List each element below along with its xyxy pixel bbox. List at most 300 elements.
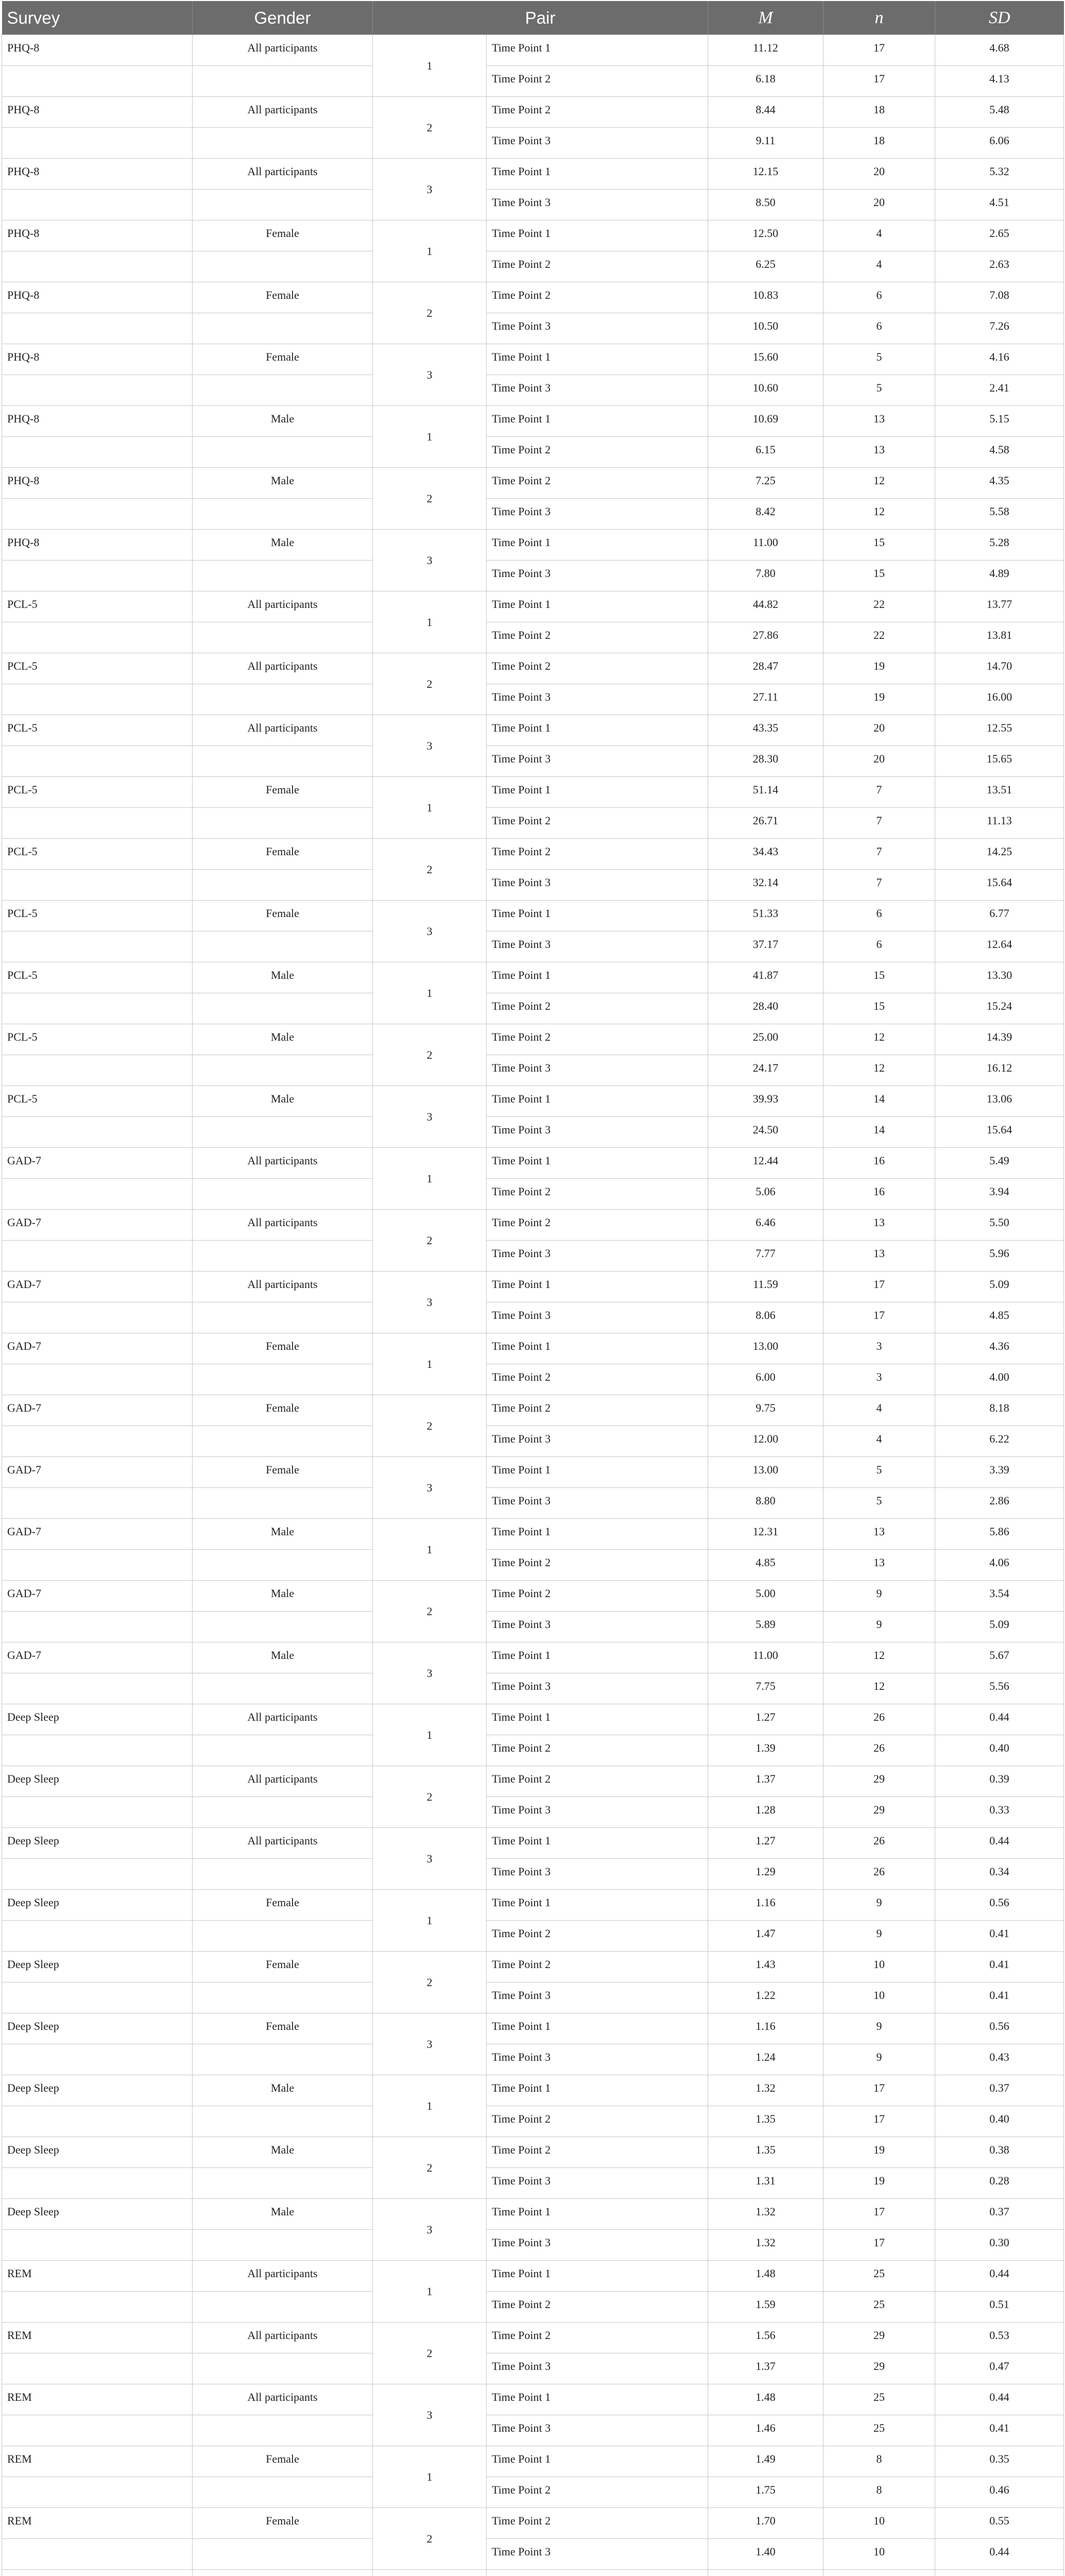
time-point-cell: Time Point 3 <box>487 128 708 159</box>
n-cell: 17 <box>823 66 935 97</box>
gender-cell: All participants <box>193 2384 373 2415</box>
time-point-cell: Time Point 1 <box>487 901 708 931</box>
survey-cell-empty <box>2 1859 193 1890</box>
header-row <box>2 1 1064 35</box>
survey-cell-empty <box>2 1673 193 1704</box>
survey-cell: GAD-7 <box>2 1272 193 1302</box>
n-cell: 3 <box>823 1364 935 1395</box>
sd-cell: 13.51 <box>935 777 1064 808</box>
time-point-cell: Time Point 3 <box>487 190 708 221</box>
mean-cell: 1.32 <box>708 2199 823 2230</box>
gender-cell: Male <box>193 1024 373 1055</box>
header-survey: Survey <box>2 1 193 35</box>
time-point-cell: Time Point 1 <box>487 344 708 375</box>
n-cell: 17 <box>823 2230 935 2261</box>
gender-cell-empty <box>193 1488 373 1519</box>
sd-cell: 0.53 <box>935 2323 1064 2353</box>
sd-cell: 0.44 <box>935 2261 1064 2292</box>
survey-cell-empty <box>2 1426 193 1457</box>
survey-cell-empty <box>2 931 193 962</box>
sd-cell: 7.08 <box>935 282 1064 313</box>
gender-cell-empty <box>193 684 373 715</box>
gender-cell: Female <box>193 1457 373 1488</box>
survey-cell-empty <box>2 993 193 1024</box>
time-point-cell: Time Point 3 <box>487 1055 708 1086</box>
pair-cell: 1 <box>373 35 487 97</box>
n-cell: 17 <box>823 2199 935 2230</box>
time-point-cell: Time Point 1 <box>487 1086 708 1117</box>
sd-cell: 4.16 <box>935 344 1064 375</box>
gender-cell-empty <box>193 2230 373 2261</box>
mean-cell: 28.30 <box>708 746 823 777</box>
mean-cell: 1.35 <box>708 2106 823 2137</box>
gender-cell: All participants <box>193 1828 373 1859</box>
sd-cell: 0.47 <box>935 2353 1064 2384</box>
table-row <box>2 1859 1064 1890</box>
time-point-cell: Time Point 2 <box>487 2137 708 2168</box>
sd-cell: 4.13 <box>935 66 1064 97</box>
survey-cell: PHQ-8 <box>2 530 193 561</box>
survey-cell-empty <box>2 1488 193 1519</box>
survey-cell: Deep Sleep <box>2 1766 193 1797</box>
time-point-cell: Time Point 1 <box>487 1642 708 1673</box>
time-point-cell: Time Point 2 <box>487 1550 708 1581</box>
mean-cell: 37.17 <box>708 931 823 962</box>
gender-cell-empty <box>193 2539 373 2570</box>
mean-cell: 5.06 <box>708 1179 823 1210</box>
header-sd: SD <box>935 1 1064 35</box>
time-point-cell: Time Point 3 <box>487 313 708 344</box>
mean-cell: 1.16 <box>708 1890 823 1921</box>
n-cell: 12 <box>823 1673 935 1704</box>
time-point-cell: Time Point 3 <box>487 2044 708 2075</box>
gender-cell-empty <box>193 1982 373 2013</box>
sd-cell: 0.41 <box>935 1982 1064 2013</box>
mean-cell: 12.44 <box>708 1148 823 1179</box>
gender-cell: All participants <box>193 35 373 66</box>
gender-cell-empty <box>193 2353 373 2384</box>
n-cell: 25 <box>823 2292 935 2323</box>
table-row <box>2 715 1064 746</box>
sd-cell: 5.96 <box>935 1241 1064 1272</box>
pair-cell: 2 <box>373 1395 487 1457</box>
mean-cell: 6.18 <box>708 66 823 97</box>
time-point-cell: Time Point 3 <box>487 1426 708 1457</box>
mean-cell: 1.56 <box>708 2323 823 2353</box>
table-row <box>2 437 1064 468</box>
pair-cell: 2 <box>373 97 487 159</box>
pair-cell: 1 <box>373 2446 487 2508</box>
survey-cell-empty <box>2 1241 193 1272</box>
pair-cell: 3 <box>373 2199 487 2261</box>
time-point-cell: Time Point 1 <box>487 221 708 251</box>
sd-cell: 3.39 <box>935 1457 1064 1488</box>
pair-cell: 1 <box>373 591 487 653</box>
time-point-cell: Time Point 2 <box>487 468 708 499</box>
table-row <box>2 1612 1064 1642</box>
survey-cell: REM <box>2 2446 193 2477</box>
table-row <box>2 375 1064 406</box>
time-point-cell: Time Point 1 <box>487 715 708 746</box>
table-row <box>2 1179 1064 1210</box>
survey-cell-empty <box>2 622 193 653</box>
time-point-cell: Time Point 2 <box>487 2292 708 2323</box>
mean-cell: 44.82 <box>708 591 823 622</box>
sd-cell: 2.86 <box>935 1488 1064 1519</box>
survey-cell-empty <box>2 2353 193 2384</box>
pair-cell: 2 <box>373 1766 487 1828</box>
mean-cell: 1.59 <box>708 2292 823 2323</box>
pair-cell: 1 <box>373 2075 487 2137</box>
table-row <box>2 1055 1064 1086</box>
time-point-cell: Time Point 1 <box>487 2199 708 2230</box>
time-point-cell: Time Point 1 <box>487 35 708 66</box>
mean-cell: 1.39 <box>708 1735 823 1766</box>
pair-cell: 2 <box>373 1581 487 1642</box>
table-row <box>2 1921 1064 1952</box>
mean-cell: 10.60 <box>708 375 823 406</box>
mean-cell: 8.50 <box>708 190 823 221</box>
sd-cell: 0.41 <box>935 1921 1064 1952</box>
n-cell: 17 <box>823 35 935 66</box>
table-row <box>2 97 1064 128</box>
gender-cell: Male <box>193 406 373 437</box>
table-row <box>2 901 1064 931</box>
table-row <box>2 344 1064 375</box>
n-cell: 9 <box>823 2044 935 2075</box>
survey-cell: PHQ-8 <box>2 221 193 251</box>
mean-cell: 13.00 <box>708 1333 823 1364</box>
n-cell: 15 <box>823 993 935 1024</box>
time-point-cell: Time Point 2 <box>487 1921 708 1952</box>
mean-cell: 26.71 <box>708 808 823 839</box>
table-row <box>2 1982 1064 2013</box>
n-cell: 29 <box>823 2323 935 2353</box>
survey-cell <box>2 2570 193 2576</box>
table-row <box>2 1333 1064 1364</box>
table-row <box>2 1550 1064 1581</box>
sd-cell: 0.30 <box>935 2230 1064 2261</box>
n-cell: 12 <box>823 499 935 530</box>
gender-cell-empty <box>193 1179 373 1210</box>
time-point-cell: Time Point 1 <box>487 1333 708 1364</box>
time-point-cell: Time Point 1 <box>487 2013 708 2044</box>
survey-cell-empty <box>2 2477 193 2508</box>
pair-cell: 1 <box>373 1333 487 1395</box>
sd-cell: 5.86 <box>935 1519 1064 1550</box>
n-cell: 18 <box>823 128 935 159</box>
n-cell: 4 <box>823 1426 935 1457</box>
pair-cell: 2 <box>373 839 487 901</box>
n-cell: 18 <box>823 97 935 128</box>
survey-cell-empty <box>2 1612 193 1642</box>
table-row <box>2 1241 1064 1272</box>
mean-cell: 28.40 <box>708 993 823 1024</box>
table-row <box>2 653 1064 684</box>
survey-cell: Deep Sleep <box>2 1704 193 1735</box>
mean-cell: 11.00 <box>708 530 823 561</box>
table-row <box>2 499 1064 530</box>
header-pair: Pair <box>373 1 708 35</box>
survey-cell: GAD-7 <box>2 1642 193 1673</box>
mean-cell: 1.31 <box>708 2168 823 2199</box>
time-point-cell: Time Point 1 <box>487 1890 708 1921</box>
time-point-cell: Time Point 2 <box>487 653 708 684</box>
table-row <box>2 2539 1064 2570</box>
sd-cell: 0.43 <box>935 2044 1064 2075</box>
pair-cell: 3 <box>373 1828 487 1890</box>
gender-cell-empty <box>193 1302 373 1333</box>
sd-cell: 0.33 <box>935 1797 1064 1828</box>
table-row <box>2 1952 1064 1982</box>
gender-cell <box>193 2570 373 2576</box>
table-row <box>2 1024 1064 1055</box>
time-point-cell: Time Point 1 <box>487 1272 708 1302</box>
mean-cell: 1.35 <box>708 2137 823 2168</box>
n-cell: 10 <box>823 2508 935 2539</box>
mean-cell: 5.89 <box>708 1612 823 1642</box>
gender-cell: All participants <box>193 1210 373 1241</box>
n-cell: 8 <box>823 2477 935 2508</box>
gender-cell-empty <box>193 1673 373 1704</box>
sd-cell: 11.13 <box>935 808 1064 839</box>
mean-cell: 1.48 <box>708 2261 823 2292</box>
n-cell: 17 <box>823 1302 935 1333</box>
survey-cell-empty <box>2 1797 193 1828</box>
survey-cell-empty <box>2 251 193 282</box>
table-row <box>2 1797 1064 1828</box>
table-row <box>2 1302 1064 1333</box>
survey-cell-empty <box>2 2168 193 2199</box>
survey-cell: PCL-5 <box>2 1024 193 1055</box>
n-cell: 14 <box>823 1117 935 1148</box>
sd-cell: 0.37 <box>935 2075 1064 2106</box>
survey-cell: PHQ-8 <box>2 406 193 437</box>
n-cell: 12 <box>823 1055 935 1086</box>
table-row <box>2 406 1064 437</box>
sd-cell: 5.58 <box>935 499 1064 530</box>
sd-cell: 0.35 <box>935 2446 1064 2477</box>
survey-cell-empty <box>2 1921 193 1952</box>
table-row <box>2 221 1064 251</box>
sd-cell: 0.38 <box>935 2137 1064 2168</box>
mean-cell: 6.25 <box>708 251 823 282</box>
sd-cell: 0.46 <box>935 2477 1064 2508</box>
survey-cell-empty <box>2 1179 193 1210</box>
gender-cell-empty <box>193 2044 373 2075</box>
n-cell: 9 <box>823 1921 935 1952</box>
pair-cell: 1 <box>373 1704 487 1766</box>
sd-cell: 16.12 <box>935 1055 1064 1086</box>
gender-cell: All participants <box>193 1272 373 1302</box>
gender-cell: Male <box>193 2137 373 2168</box>
time-point-cell: Time Point 3 <box>487 1117 708 1148</box>
table-row <box>2 1272 1064 1302</box>
mean-cell: 8.80 <box>708 1488 823 1519</box>
sd-cell: 3.54 <box>935 1581 1064 1612</box>
gender-cell: Female <box>193 2446 373 2477</box>
survey-cell: PCL-5 <box>2 839 193 870</box>
table-row <box>2 1395 1064 1426</box>
n-cell: 17 <box>823 2075 935 2106</box>
sd-cell: 0.44 <box>935 1704 1064 1735</box>
time-point-cell: Time Point 2 <box>487 1766 708 1797</box>
time-point-cell: Time Point 3 <box>487 1797 708 1828</box>
gender-cell: Male <box>193 1519 373 1550</box>
sd-cell: 4.51 <box>935 190 1064 221</box>
survey-cell: Deep Sleep <box>2 1952 193 1982</box>
table-row <box>2 2137 1064 2168</box>
pair-cell <box>373 2570 487 2576</box>
pair-cell: 3 <box>373 901 487 962</box>
survey-cell: Deep Sleep <box>2 1890 193 1921</box>
pair-cell: 2 <box>373 1952 487 2013</box>
table-row <box>2 1673 1064 1704</box>
survey-cell: Deep Sleep <box>2 2075 193 2106</box>
n-cell: 6 <box>823 931 935 962</box>
survey-cell-empty <box>2 128 193 159</box>
gender-cell-empty <box>193 375 373 406</box>
time-point-cell: Time Point 3 <box>487 561 708 591</box>
gender-cell: Female <box>193 344 373 375</box>
mean-cell: 13.00 <box>708 1457 823 1488</box>
n-cell: 15 <box>823 962 935 993</box>
mean-cell: 7.77 <box>708 1241 823 1272</box>
n-cell: 12 <box>823 468 935 499</box>
time-point-cell: Time Point 1 <box>487 1457 708 1488</box>
gender-cell: Female <box>193 2508 373 2539</box>
survey-cell-empty <box>2 1055 193 1086</box>
time-point-cell: Time Point 2 <box>487 2508 708 2539</box>
mean-cell: 1.40 <box>708 2539 823 2570</box>
mean-cell: 8.44 <box>708 97 823 128</box>
gender-cell-empty <box>193 1117 373 1148</box>
sd-cell: 6.22 <box>935 1426 1064 1457</box>
n-cell: 12 <box>823 1642 935 1673</box>
survey-cell-empty <box>2 1364 193 1395</box>
table-row <box>2 1426 1064 1457</box>
table-row <box>2 2044 1064 2075</box>
sd-cell: 6.06 <box>935 128 1064 159</box>
sd-cell: 2.65 <box>935 221 1064 251</box>
survey-cell: Deep Sleep <box>2 2199 193 2230</box>
table-row <box>2 2384 1064 2415</box>
pair-cell: 3 <box>373 1642 487 1704</box>
sd-cell: 0.41 <box>935 2415 1064 2446</box>
time-point-cell: Time Point 2 <box>487 1735 708 1766</box>
gender-cell-empty <box>193 1241 373 1272</box>
mean-cell: 12.15 <box>708 159 823 190</box>
n-cell: 22 <box>823 622 935 653</box>
mean-cell: 12.00 <box>708 1426 823 1457</box>
time-point-cell: Time Point 1 <box>487 1519 708 1550</box>
time-point-cell: Time Point 3 <box>487 375 708 406</box>
pair-cell: 1 <box>373 962 487 1024</box>
survey-cell: PCL-5 <box>2 777 193 808</box>
sd-cell: 0.44 <box>935 1828 1064 1859</box>
gender-cell-empty <box>193 2106 373 2137</box>
time-point-cell: Time Point 1 <box>487 591 708 622</box>
n-cell: 25 <box>823 2261 935 2292</box>
time-point-cell: Time Point 2 <box>487 1952 708 1982</box>
time-point-cell: Time Point 3 <box>487 499 708 530</box>
mean-cell: 51.14 <box>708 777 823 808</box>
time-point-cell: Time Point 2 <box>487 251 708 282</box>
time-point-cell: Time Point 1 <box>487 962 708 993</box>
n-cell: 13 <box>823 406 935 437</box>
time-point-cell: Time Point 2 <box>487 2323 708 2353</box>
n-cell: 16 <box>823 1179 935 1210</box>
time-point-cell: Time Point 3 <box>487 1488 708 1519</box>
table-row <box>2 1890 1064 1921</box>
survey-cell-empty <box>2 375 193 406</box>
gender-cell: All participants <box>193 591 373 622</box>
time-point-cell: Time Point 1 <box>487 1828 708 1859</box>
sd-cell: 4.58 <box>935 437 1064 468</box>
mean-cell: 1.27 <box>708 1828 823 1859</box>
gender-cell: Male <box>193 2199 373 2230</box>
gender-cell-empty <box>193 66 373 97</box>
mean-cell: 11.00 <box>708 1642 823 1673</box>
sd-cell: 0.28 <box>935 2168 1064 2199</box>
table-row <box>2 2106 1064 2137</box>
survey-cell: GAD-7 <box>2 1395 193 1426</box>
gender-cell-empty <box>193 1735 373 1766</box>
gender-cell: Male <box>193 1642 373 1673</box>
n-cell: 17 <box>823 1272 935 1302</box>
gender-cell-empty <box>193 2168 373 2199</box>
time-point-cell: Time Point 3 <box>487 1241 708 1272</box>
gender-cell: Female <box>193 2013 373 2044</box>
survey-cell-empty <box>2 684 193 715</box>
gender-cell-empty <box>193 1921 373 1952</box>
n-cell: 19 <box>823 2137 935 2168</box>
gender-cell: All participants <box>193 159 373 190</box>
table-row <box>2 128 1064 159</box>
n-cell: 29 <box>823 2353 935 2384</box>
time-point-cell: Time Point 3 <box>487 1859 708 1890</box>
gender-cell: All participants <box>193 97 373 128</box>
gender-cell-empty <box>193 993 373 1024</box>
n-cell: 26 <box>823 1735 935 1766</box>
gender-cell-empty <box>193 190 373 221</box>
table-row <box>2 2292 1064 2323</box>
sd-cell: 6.77 <box>935 901 1064 931</box>
table-row <box>2 870 1064 901</box>
mean-cell: 10.50 <box>708 313 823 344</box>
sd-cell: 0.44 <box>935 2539 1064 2570</box>
mean-cell: 1.49 <box>708 2446 823 2477</box>
table-row <box>2 2353 1064 2384</box>
survey-cell-empty <box>2 2539 193 2570</box>
time-point-cell: Time Point 3 <box>487 746 708 777</box>
table-row <box>2 1148 1064 1179</box>
gender-cell-empty <box>193 1612 373 1642</box>
sd-cell: 5.28 <box>935 530 1064 561</box>
mean-cell: 34.43 <box>708 839 823 870</box>
time-point-cell: Time Point 2 <box>487 839 708 870</box>
n-cell: 26 <box>823 1704 935 1735</box>
n-cell: 13 <box>823 1241 935 1272</box>
gender-cell: Female <box>193 839 373 870</box>
survey-cell: PHQ-8 <box>2 97 193 128</box>
n-cell: 17 <box>823 2106 935 2137</box>
n-cell: 9 <box>823 1612 935 1642</box>
time-point-cell: Time Point 2 <box>487 808 708 839</box>
survey-cell: PCL-5 <box>2 962 193 993</box>
n-cell: 10 <box>823 1982 935 2013</box>
gender-cell-empty <box>193 1364 373 1395</box>
